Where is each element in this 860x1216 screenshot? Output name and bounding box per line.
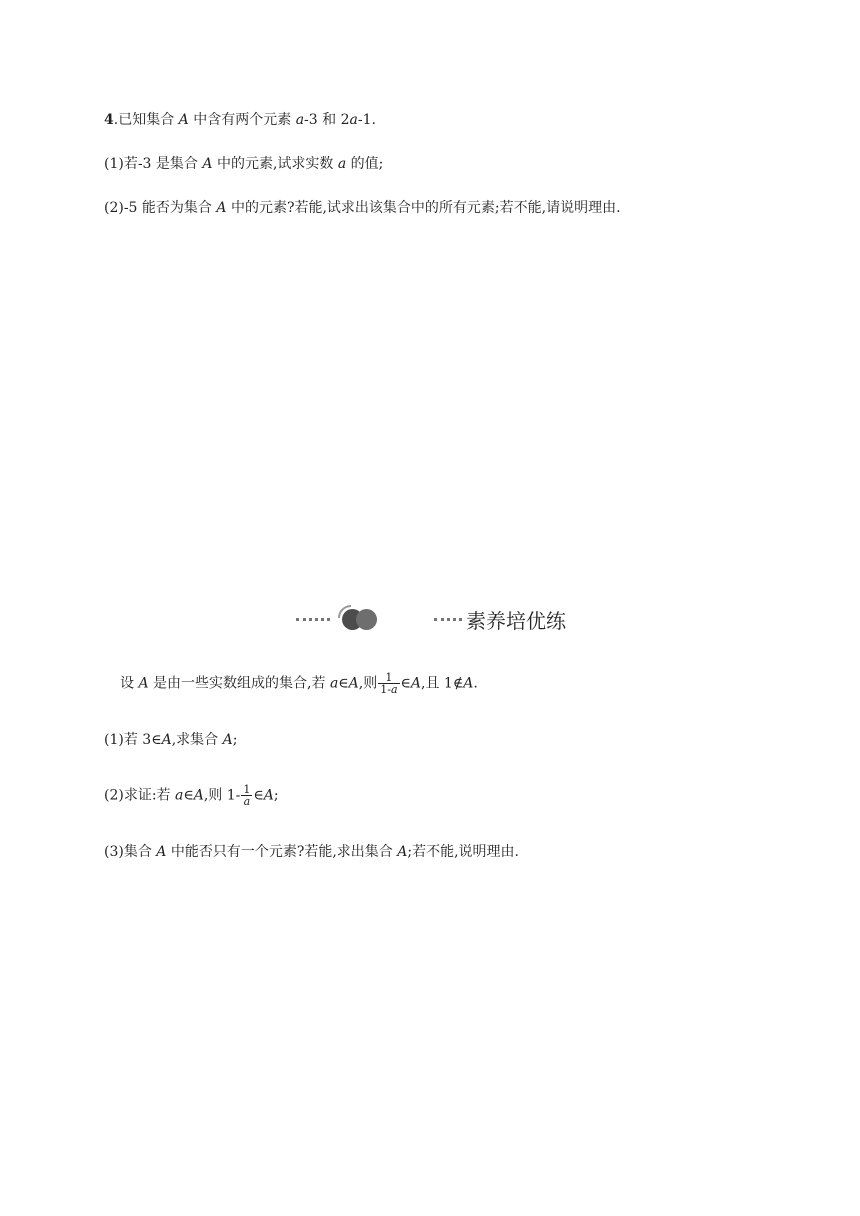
problem-4-statement [104, 110, 376, 130]
var-A: A [202, 156, 213, 172]
problem-number: 4 [104, 112, 114, 128]
text: ∈ [253, 787, 264, 804]
var-a: a [175, 787, 184, 804]
text: ∈ [183, 787, 194, 804]
var-A: A [410, 675, 422, 692]
text: ; [273, 787, 279, 804]
text: ,则 [358, 675, 378, 692]
text: 的值; [346, 156, 384, 172]
fraction-1-over-1-minus-a [378, 672, 399, 695]
fraction-1-over-a [241, 784, 252, 807]
text: 是由一些实数组成的集合,若 [148, 675, 330, 692]
var-A: A [463, 675, 474, 692]
problem-5-question-2 [104, 784, 279, 807]
problem-5-statement [120, 672, 478, 695]
section-title: 素养培优练 [466, 608, 566, 633]
text: ∈ [400, 675, 411, 692]
text: ∈ [338, 675, 349, 692]
numerator: 1 [243, 783, 251, 796]
text: ; [232, 732, 238, 748]
var-a: a [329, 675, 339, 692]
var-A: A [193, 787, 204, 804]
text: (3)集合 [104, 844, 157, 860]
text: -1. [357, 112, 376, 128]
text: 中的元素?若能,试求出该集合中的所有元素;若不能,请说明理由. [226, 200, 621, 216]
text: 中能否只有一个元素?若能,求出集合 [166, 844, 398, 860]
problem-4-question-2 [104, 198, 621, 218]
text: .已知集合 [113, 112, 179, 128]
dotted-leader [434, 618, 462, 621]
var-A: A [216, 200, 227, 216]
double-circle-icon [336, 604, 380, 634]
var-A: A [138, 675, 149, 692]
numerator: 1 [378, 672, 399, 684]
var-a: a [349, 112, 358, 128]
text: 中含有两个元素 [188, 112, 296, 128]
text: ;若不能,说明理由. [407, 844, 520, 860]
var-a: a [337, 156, 347, 172]
text: 1- [380, 683, 391, 696]
var-A: A [161, 732, 172, 748]
section-heading [296, 604, 566, 634]
var-A: A [222, 732, 233, 748]
var-A: A [263, 787, 274, 804]
text: . [473, 675, 478, 692]
text: ,则 1- [203, 787, 241, 804]
text: 设 [120, 675, 139, 692]
text: (2)-5 能否为集合 [104, 200, 217, 216]
var-A: A [348, 675, 359, 692]
dotted-leader [296, 618, 330, 621]
denominator: a [243, 795, 251, 808]
text: (2)求证:若 [104, 787, 175, 804]
var-a: a [295, 112, 305, 128]
var-A: A [178, 112, 189, 128]
text: -3 和 2 [304, 112, 350, 128]
denominator [378, 684, 399, 695]
text: ,求集合 [171, 732, 223, 748]
problem-5-question-1 [104, 730, 237, 750]
text: ,且 1∉ [421, 675, 464, 692]
var-A: A [156, 844, 167, 860]
var-A: A [397, 844, 408, 860]
text: 中的元素,试求实数 [212, 156, 338, 172]
problem-4-question-1 [104, 154, 383, 174]
problem-5-question-3 [104, 842, 519, 862]
var-a: a [390, 683, 398, 696]
text: (1)若 3∈ [104, 732, 162, 748]
text: (1)若-3 是集合 [104, 156, 203, 172]
